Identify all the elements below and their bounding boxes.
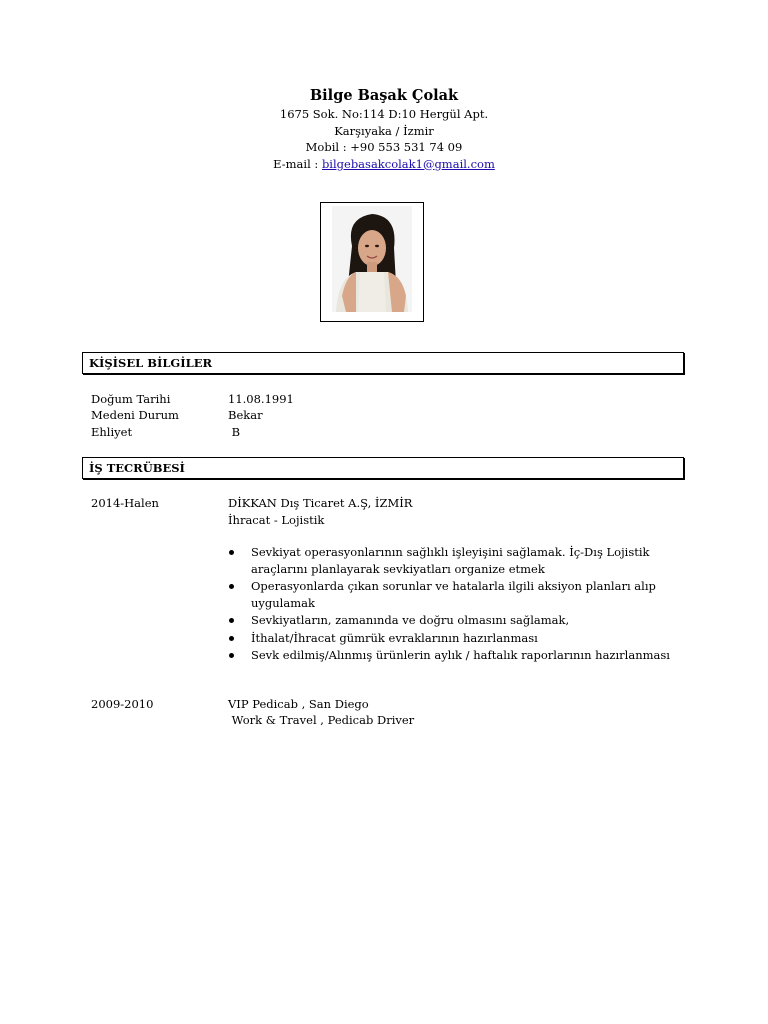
bullet-icon	[229, 618, 234, 623]
section-personal-info	[82, 352, 684, 374]
list-item	[226, 578, 676, 611]
list-item	[226, 647, 676, 664]
email-link[interactable]: bilgebasakcolak1@gmail.com	[321, 156, 495, 171]
contact-header	[0, 86, 768, 172]
profile-photo	[332, 206, 412, 312]
job-2-role: Work & Travel , Pedicab Driver	[228, 713, 415, 727]
section-personal-title: KİŞİSEL BİLGİLER	[89, 356, 213, 370]
bullet-icon	[229, 550, 234, 555]
address-line-2: Karşıyaka / İzmir	[334, 123, 434, 138]
email-label: E-mail :	[273, 156, 322, 171]
candidate-name: Bilge Başak Çolak	[309, 87, 459, 104]
profile-photo-frame	[320, 202, 424, 322]
duty-text: Sevkiyat operasyonlarının sağlıklı işleyişini sağlamak. İç-Dış Lojistik araçlarını planlayarak sevkiyatları organize etmek	[251, 545, 650, 576]
duty-text: Sevkiyatların, zamanında ve doğru olmasını sağlamak,	[251, 613, 570, 627]
job-1-period: 2014-Halen	[91, 496, 159, 510]
mobile-number: Mobil : +90 553 531 74 09	[305, 140, 463, 154]
bullet-icon	[229, 636, 234, 641]
list-item	[226, 544, 676, 577]
duty-text: Operasyonlarda çıkan sorunlar ve hatalarla ilgili aksiyon planları alıp uygulamak	[251, 579, 656, 610]
birth-date-value: 11.08.1991	[228, 392, 294, 406]
duty-text: İthalat/İhracat gümrük evraklarının hazırlanması	[251, 630, 538, 645]
section-experience-title: İŞ TECRÜBESİ	[89, 461, 185, 475]
job-1-duties	[226, 544, 676, 665]
marital-status-label: Medeni Durum	[91, 408, 179, 422]
bullet-icon	[229, 584, 234, 589]
job-2-period: 2009-2010	[91, 697, 154, 711]
bullet-icon	[229, 653, 234, 658]
email-line	[0, 156, 768, 173]
job-1-company: DİKKAN Dış Ticaret A.Ş, İZMİR	[228, 496, 413, 510]
duty-text: Sevk edilmiş/Alınmış ürünlerin aylık / haftalık raporlarının hazırlanması	[251, 648, 670, 662]
list-item	[226, 630, 676, 647]
birth-date-label: Doğum Tarihi	[91, 392, 171, 406]
job-2-company: VIP Pedicab , San Diego	[228, 697, 369, 711]
license-value: B	[228, 425, 241, 439]
section-work-experience	[82, 457, 684, 479]
list-item	[226, 612, 676, 629]
marital-status-value: Bekar	[228, 408, 263, 422]
address-line-1: 1675 Sok. No:114 D:10 Hergül Apt.	[279, 107, 489, 121]
license-label: Ehliyet	[91, 425, 133, 439]
job-1-role: İhracat - Lojistik	[228, 513, 325, 527]
